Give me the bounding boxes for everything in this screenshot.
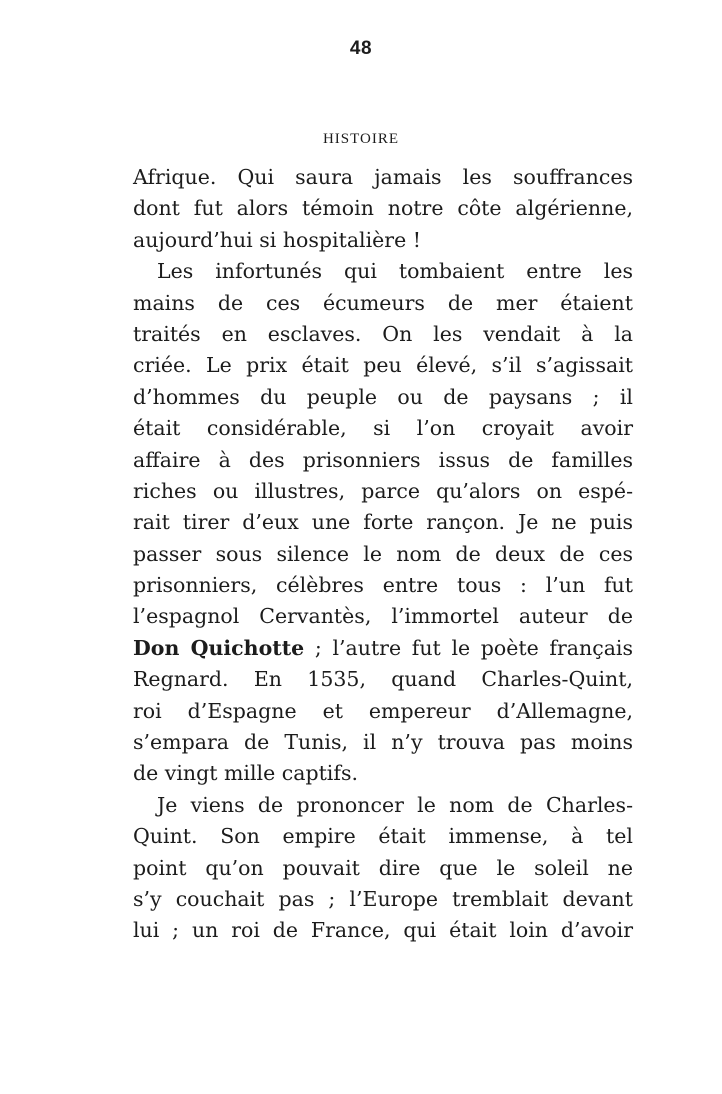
page-number: 48 — [349, 38, 373, 59]
text-line: Don Quichotte ; l’autre fut le poète français — [133, 635, 633, 660]
text-line: point qu’on pouvait dire que le soleil ne — [133, 855, 633, 880]
text-line: Je viens de prononcer le nom de Charles- — [157, 792, 633, 817]
text-line: lui ; un roi de France, qui était loin d’avoir — [133, 918, 633, 943]
text-line: était considérable, si l’on croyait avoir — [133, 416, 633, 441]
text-line: Afrique. Qui saura jamais les souffrances — [133, 165, 633, 189]
text-line: aujourd’hui si hospitalière ! — [133, 227, 421, 252]
text-line: Quint. Son empire était immense, à tel — [133, 824, 633, 849]
text-line: Les infortunés qui tombaient entre les — [157, 259, 633, 284]
book-title: Don Quichotte — [133, 635, 305, 660]
text-line: prisonniers, célèbres entre tous : l’un fut — [133, 573, 633, 598]
text-line: rait tirer d’eux une forte rançon. Je ne puis — [133, 510, 633, 535]
text-line: Regnard. En 1535, quand Charles-Quint, — [133, 667, 633, 692]
text-line: affaire à des prisonniers issus de familles — [133, 447, 633, 472]
text-line: traités en esclaves. On les vendait à la — [133, 321, 633, 346]
text-line: s’empara de Tunis, il n’y trouva pas moins — [133, 730, 633, 755]
running-head: HISTOIRE — [322, 131, 400, 147]
text-line: mains de ces écumeurs de mer étaient — [133, 290, 633, 315]
text-line: roi d’Espagne et empereur d’Allemagne, — [133, 698, 633, 723]
text-line: riches ou illustres, parce qu’alors on espé- — [133, 478, 633, 503]
text-line: l’espagnol Cervantès, l’immortel auteur de — [133, 604, 633, 629]
text-line: dont fut alors témoin notre côte algérienne, — [133, 196, 633, 221]
text-line: de vingt mille captifs. — [133, 761, 358, 786]
text-line: passer sous silence le nom de deux de ces — [133, 541, 633, 566]
text-line: s’y couchait pas ; l’Europe tremblait devant — [133, 886, 633, 911]
text-line: criée. Le prix était peu élevé, s’il s’agissait — [133, 353, 633, 378]
text-line: d’hommes du peuple ou de paysans ; il — [133, 384, 633, 409]
body-text — [133, 162, 633, 947]
